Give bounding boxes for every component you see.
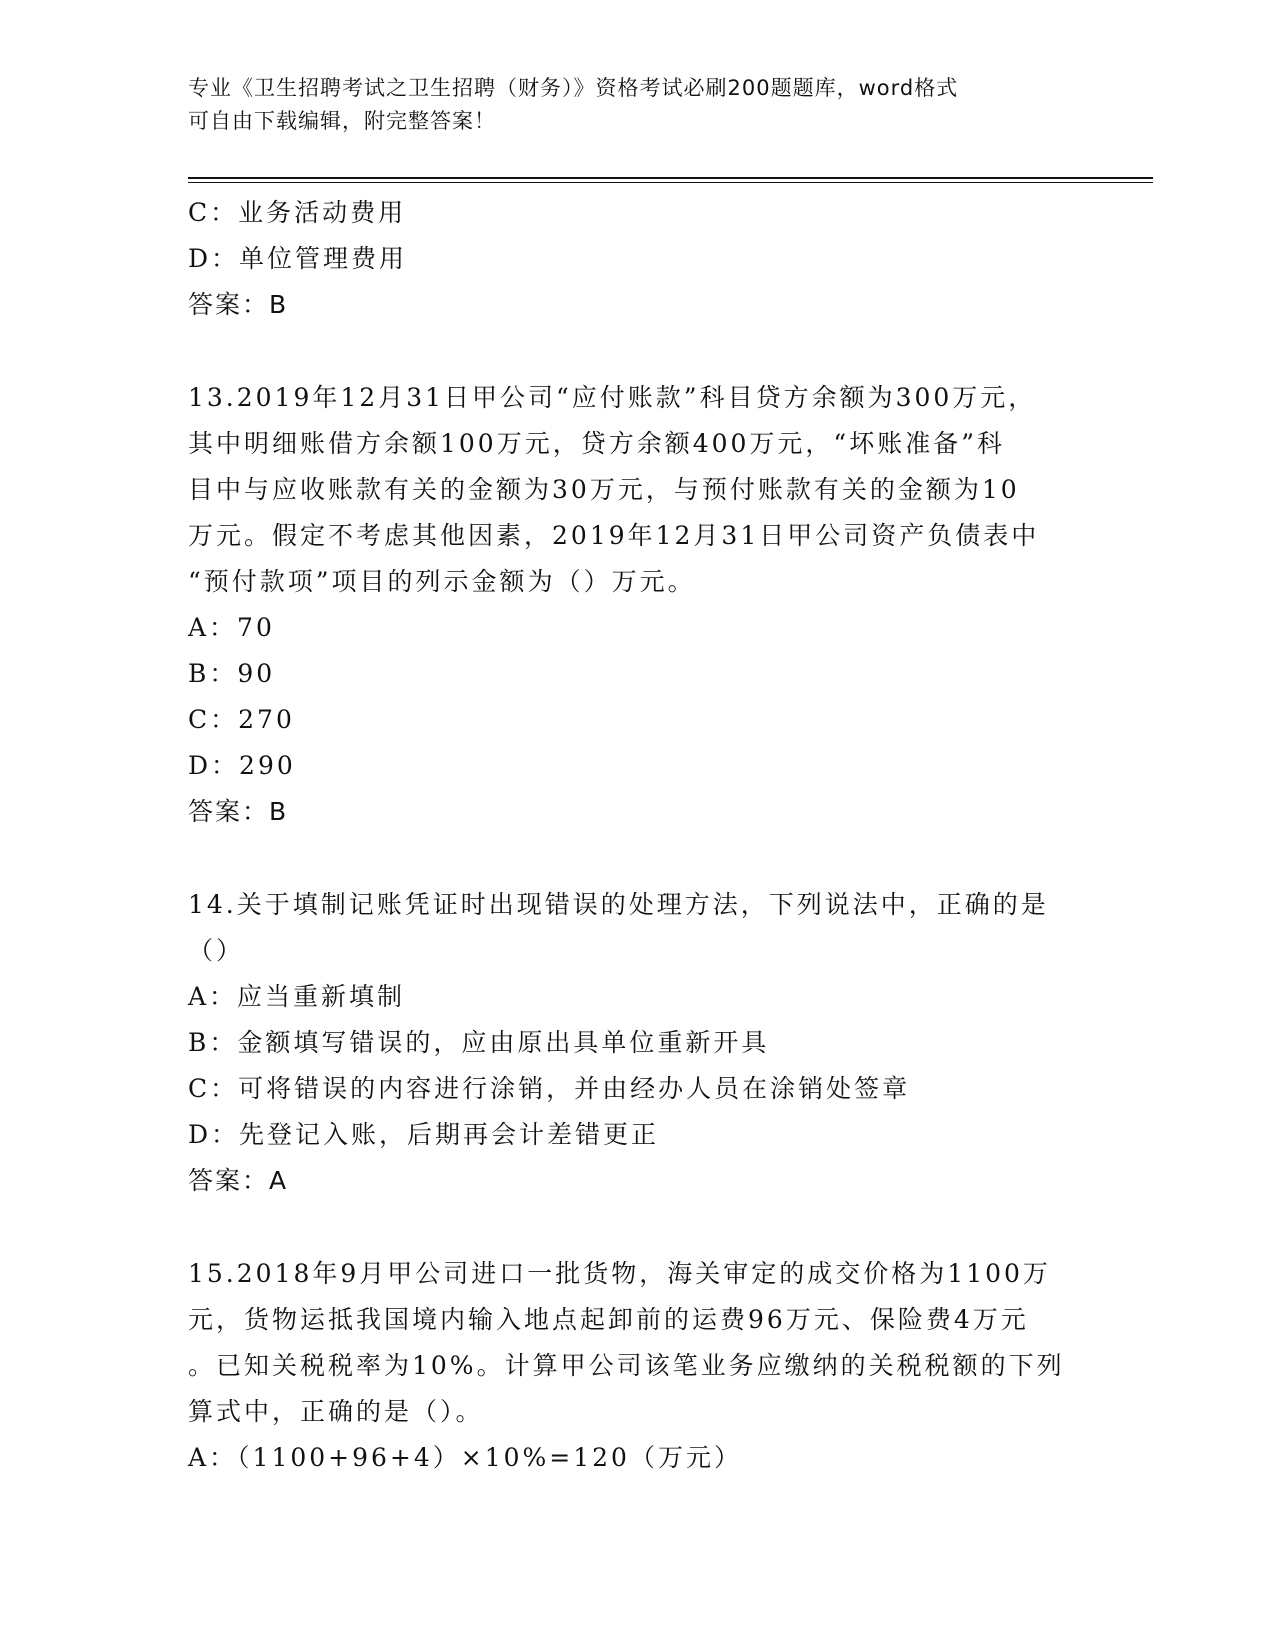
- option-a: A：应当重新填制: [188, 982, 406, 1011]
- answer-line: 答案：A: [188, 1166, 289, 1195]
- stem-line: 算式中，正确的是（）。: [188, 1397, 484, 1426]
- stem-line: 元，货物运抵我国境内输入地点起卸前的运费96万元、保险费4万元: [188, 1305, 1029, 1334]
- stem-line: 13.2019年12月31日甲公司“应付账款”科目贷方余额为300万元，: [188, 383, 1037, 412]
- question-14-stem: [188, 882, 1088, 974]
- header-rule-thin: [188, 182, 1153, 183]
- stem-line: 。已知关税税率为10%。计算甲公司该笔业务应缴纳的关税税额的下列: [188, 1351, 1065, 1380]
- header-line-2: 可自由下载编辑，附完整答案！: [188, 109, 496, 133]
- option-d: D：先登记入账，后期再会计差错更正: [188, 1120, 660, 1149]
- option-a: A：70: [188, 613, 275, 642]
- question-13-stem: [188, 375, 1088, 605]
- option-c: C：可将错误的内容进行涂销，并由经办人员在涂销处签章: [188, 1074, 911, 1103]
- stem-line: （）: [188, 936, 245, 965]
- spacer: [188, 1204, 1088, 1251]
- option-c: C：270: [188, 705, 295, 734]
- spacer: [188, 835, 1088, 882]
- option-d: D：290: [188, 751, 296, 780]
- stem-line: 万元。假定不考虑其他因素，2019年12月31日甲公司资产负债表中: [188, 521, 1040, 550]
- answer-line: 答案：B: [188, 290, 289, 319]
- question-15-stem: [188, 1251, 1088, 1435]
- stem-line: 目中与应收账款有关的金额为30万元，与预付账款有关的金额为10: [188, 475, 1020, 504]
- answer-line: 答案：B: [188, 797, 289, 826]
- spacer: [188, 328, 1088, 375]
- option-b: B：90: [188, 659, 276, 688]
- header-rule-thick: [188, 177, 1153, 179]
- stem-line: 其中明细账借方余额100万元，贷方余额400万元，“坏账准备”科: [188, 429, 1005, 458]
- stem-line: “预付款项”项目的列示金额为（）万元。: [188, 567, 696, 596]
- header-line-1: 专业《卫生招聘考试之卫生招聘（财务）》资格考试必刷200题题库，word格式: [188, 76, 959, 100]
- stem-line: 15.2018年9月甲公司进口一批货物，海关审定的成交价格为1100万: [188, 1259, 1051, 1288]
- stem-line: 14.关于填制记账凭证时出现错误的处理方法，下列说法中，正确的是: [188, 890, 1049, 919]
- option-d: D：单位管理费用: [188, 244, 408, 273]
- option-c: C：业务活动费用: [188, 198, 407, 227]
- option-b: B：金额填写错误的，应由原出具单位重新开具: [188, 1028, 770, 1057]
- page-header: [188, 72, 1068, 138]
- option-a: A：（1100+96+4）×10%=120（万元）: [188, 1443, 742, 1472]
- question-content: [188, 190, 1088, 1481]
